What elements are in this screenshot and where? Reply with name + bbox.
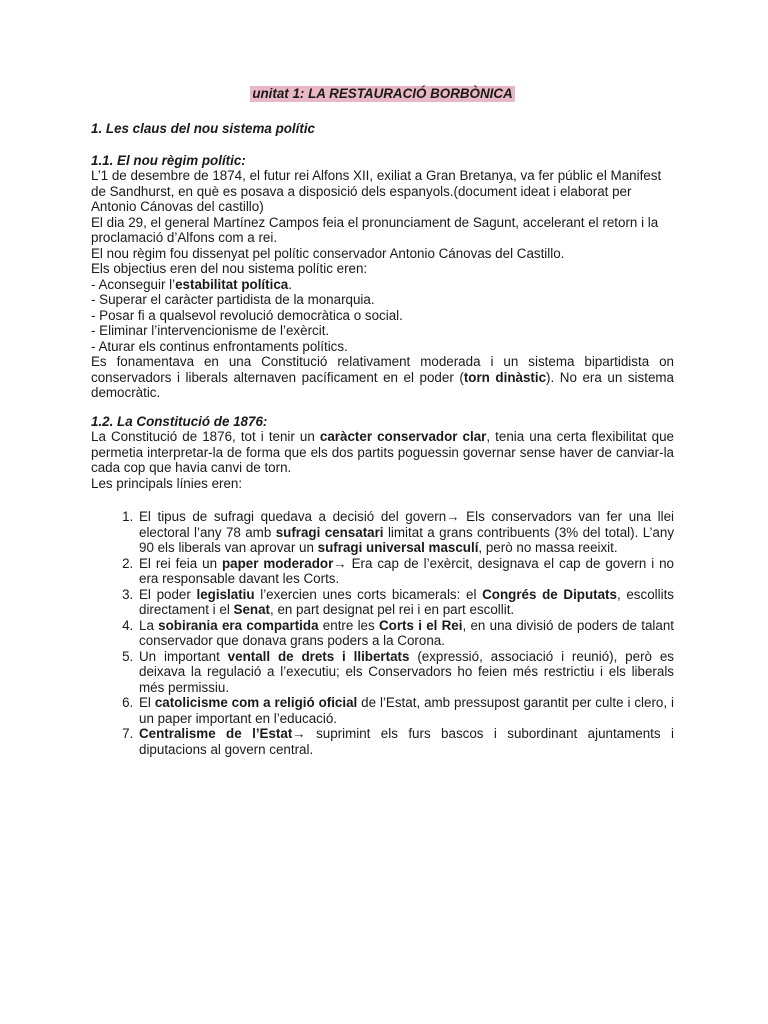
bullet-line: - Aturar els continus enfrontaments polítics. (91, 338, 348, 354)
paragraph: El nou règim fou dissenyat pel polític conservador Antonio Cánovas del Castillo. (91, 245, 565, 261)
document-page (91, 86, 674, 757)
paragraph: Els objectius eren del nou sistema polític eren: (91, 261, 368, 276)
list-item: 6. El catolicisme com a religió oficial de l’Estat, amb pressupost garantit per culte i clero, i un paper important en l’educació. (137, 695, 674, 726)
paragraph: Les principals línies eren: (91, 475, 243, 491)
bullet-line: - Eliminar l’intervencionisme de l’exèrcit. (91, 323, 330, 338)
title-row (91, 86, 674, 104)
principal-lines-list (91, 509, 674, 757)
paragraph: L’1 de desembre de 1874, el futur rei Alfons XII, exiliat a Gran Bretanya, va fer públic el Manifest de Sandhurst, en què es posava a disposició dels espanyols.(document ideat i elaborat per Antonio Cánovas del castillo) (91, 168, 662, 214)
list-item: 7. Centralisme de l’Estat→ suprimint els furs bascos i subordinant ajuntaments i diputacions al govern central. (137, 726, 674, 757)
list-item: 1. El tipus de sufragi quedava a decisió del govern→ Els conservadors van fer una llei electoral l’any 78 amb sufragi censatari limitat a grans contribuents (3% del total). L’any 90 els liberals van aprovar un sufragi universal masculí, però no massa reeixit. (137, 509, 674, 556)
list-item: 2. El rei feia un paper moderador→ Era cap de l’exèrcit, designava el cap de govern i no era responsable davant les Corts. (137, 556, 674, 587)
subsection-heading-2: 1.2. La Constitució de 1876: (91, 413, 268, 429)
bullet-line: - Posar fi a qualsevol revolució democràtica o social. (91, 307, 403, 323)
paragraph: La Constitució de 1876, tot i tenir un caràcter conservador clar, tenia una certa flexibilitat que permetia interpretar-la de forma que els dos partits poguessin governar sense haver de canviar-la cada cop que havia canvi de torn. (91, 429, 675, 475)
subsection-heading-1: 1.1. El nou règim polític: (91, 152, 246, 168)
list-item: 3. El poder legislatiu l’exercien unes corts bicamerals: el Congrés de Diputats, escollits directament i el Senat, en part designat pel rei i en part escollit. (137, 587, 674, 618)
section-heading: 1. Les claus del nou sistema polític (91, 121, 315, 136)
bullet-line: - Superar el caràcter partidista de la monarquia. (91, 292, 375, 307)
paragraph: El dia 29, el general Martínez Campos feia el pronunciament de Sagunt, accelerant el retorn i la proclamació d’Alfons com a rei. (91, 214, 659, 245)
paragraph: Es fonamentava en una Constitució relativament moderada i un sistema bipartidista on conservadors i liberals alternaven pacíficament en el poder (torn dinàstic). No era un sistema democràtic. (91, 354, 674, 400)
objectives-list (91, 277, 674, 355)
list-item: 5. Un important ventall de drets i llibertats (expressió, associació i reunió), però es deixava la regulació a l’executiu; els Conservadors ho feien més restrictiu i els liberals més permissiu. (137, 649, 674, 696)
document-title: unitat 1: LA RESTAURACIÓ BORBÒNICA (252, 86, 513, 101)
list-item: 4. La sobirania era compartida entre les Corts i el Rei, en una divisió de poders de talant conservador que donava grans poders a la Corona. (137, 618, 674, 649)
bullet-line: - Aconseguir l’estabilitat política. (91, 276, 292, 292)
